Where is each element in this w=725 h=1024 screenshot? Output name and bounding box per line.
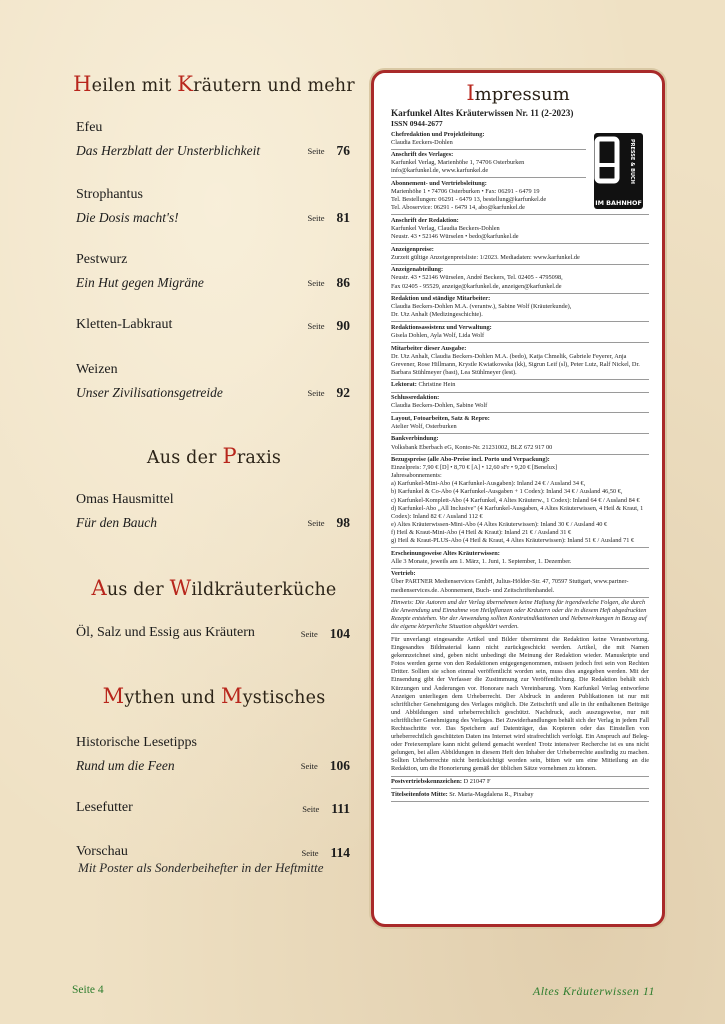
impressum-heading: Karfunkel Altes Kräuterwissen Nr. 11 (2-2023) [391, 108, 574, 118]
section-title-heilen: Heilen mit Kräutern und mehr [73, 72, 355, 96]
impressum-inline-value: D 21047 F [462, 778, 491, 786]
impressum-block [391, 380, 649, 393]
impressum-label: Redaktion und ständige Mitarbeiter: [391, 295, 491, 303]
impressum-label: Bezugspreise (alle Abo-Preise incl. Porto und Verpackung): [391, 456, 550, 464]
impressum-label: Titelseitenfoto Mitte: [391, 790, 448, 798]
impressum-body [391, 108, 649, 802]
impressum-line: e) Altes Kräuterwissen-Mini-Abo (4 Altes Kräuterwissen): Inland 30 € / Ausland 40 € [391, 520, 608, 528]
impressum-box [371, 70, 665, 927]
impressum-label: Vertrieb: [391, 570, 416, 578]
impressum-line: Über PARTNER Medienservices GmbH, Julius-Hölder-Str. 47, 70597 Stuttgart, www.partner-medienservices.de. Abonnement, Buch- und Zeitschriftenhandel. [391, 578, 629, 594]
impressum-block [391, 244, 649, 265]
impressum-label: Postvertriebskennzeichen: [391, 778, 462, 786]
impressum-inline-value: Sr. Maria-Magdalena R., Pixabay [447, 790, 534, 798]
impressum-line: Fax 02405 - 95529, anzeige@karfunkel.de, anzeigen@karfunkel.de [391, 282, 562, 290]
toc-entry-oel-salz-essig[interactable]: Öl, Salz und Essig aus Kräutern Seite 104 [76, 625, 350, 641]
impressum-line: b) Karfunkel & Co-Abo (4 Karfunkel-Ausgaben + 1 Codex): Inland 34 € / Ausland 46,50 €, [391, 488, 623, 496]
section-title-wildkraeuterkueche: Aus der Wildkräuterküche [91, 576, 337, 600]
impressum-line: Alle 3 Monate, jeweils am 1. März, 1. Juni, 1. September, 1. Dezember. [391, 557, 572, 565]
toc-entry-vorschau[interactable]: Vorschau Seite 114 [76, 844, 350, 860]
impressum-block [391, 322, 649, 343]
impressum-block [391, 548, 649, 569]
toc-entry-kletten-labkraut[interactable]: Kletten-Labkraut Seite 90 [76, 317, 350, 333]
impressum-line: Tel. Aboservice: 06291 - 6479 14, abo@karfunkel.de [391, 204, 525, 212]
impressum-block [391, 569, 649, 598]
toc-entry-pestwurz[interactable]: Pestwurz Ein Hut gegen Migräne Seite 86 [76, 252, 350, 290]
impressum-line: Zurzeit gültige Anzeigenpreisliste: 1/2023. Mediadaten: www.karfunkel.de [391, 253, 580, 261]
impressum-line: a) Karfunkel-Mini-Abo (4 Karfunkel-Ausgaben): Inland 24 € / Ausland 34 €, [391, 480, 586, 488]
impressum-line: Dr. Utz Anhalt, Claudia Beckers-Dohlen M.A. (bedo), Katja Chmelik, Gabriele Feyerer, Anja Grevener, Rose Hillmann, Krystle Kwiatkowska (kk), Sigrun Leif (sl), Peter Lutz, Ralf Nickel, Dr. Barbara Stühlmeyer (bast), Lea Stühlmeyer (lest). [391, 352, 640, 376]
impressum-label: Anschrift des Verlages: [391, 151, 454, 159]
impressum-disclaimer: Hinweis: Die Autoren und der Verlag übernehmen keine Haftung für irgendwelche Folgen, die durch die Anwendung und Einnahme von Heilpflanzen oder Kräutern oder die in diesem Heft abgedruckten Rezepte entstehen. Vor der Anwendung sollten Kontraindikationen und Nebenwirkungen in Bezug auf die eigene körperliche Situation abgeklärt werden. [391, 599, 647, 631]
impressum-label: Mitarbeiter dieser Ausgabe: [391, 344, 467, 352]
impressum-block [391, 413, 649, 434]
impressum-inline-value: Christine Hein [416, 381, 456, 389]
logo-bottom-text: IM BAHNHOF [595, 199, 642, 207]
impressum-line: Karfunkel Verlag, Claudia Beckers-Dohlen [391, 224, 500, 232]
impressum-line: Marienhöhe 1 • 74706 Osterburken • Fax: 06291 - 6479 19 [391, 188, 540, 196]
impressum-title: Impressum [466, 81, 570, 105]
impressum-line: Claudia Beckers-Dohlen, Sabine Wolf [391, 402, 488, 410]
impressum-line: g) Heil & Kraut-PLUS-Abo (4 Heil & Kraut, 4 Altes Kräuterwissen): Inland 51 € / Ausland 71 € [391, 537, 635, 545]
impressum-block [391, 265, 649, 294]
impressum-block [391, 343, 649, 380]
impressum-line: info@karfunkel.de, www.karfunkel.de [391, 167, 489, 175]
impressum-label: Abonnement- und Vertriebsleitung: [391, 179, 487, 187]
toc-entry-efeu[interactable]: Efeu Das Herzblatt der Unsterblichkeit Seite 76 [76, 120, 350, 158]
section-title-mythen: Mythen und Mystisches [102, 684, 326, 708]
impressum-block [391, 178, 649, 215]
impressum-label: Lektorat: [391, 381, 417, 389]
poster-note: Mit Poster als Sonderbeihefter in der Heftmitte [78, 860, 324, 875]
impressum-line: Einzelpreis: 7,90 € [D] • 8,70 € [A] • 12,60 sFr • 9,20 € [Benelux] [391, 464, 558, 472]
footer-page-number: Seite 4 [72, 984, 104, 996]
impressum-block [391, 455, 649, 549]
toc-entry-omas-hausmittel[interactable]: Omas Hausmittel Für den Bauch Seite 98 [76, 492, 350, 530]
footer-magazine-title: Altes Kräuterwissen 11 [532, 984, 655, 998]
impressum-block [391, 150, 586, 179]
issn: ISSN 0944-2677 [391, 119, 443, 128]
impressum-line: c) Karfunkel-Komplett-Abo (4 Karfunkel, 4 Altes Kräuterw., 1 Codex): Inland 64 € / Ausland 84 € [391, 496, 640, 504]
impressum-line: Gisela Dohlen, Ayla Wolf, Lida Wolf [391, 331, 485, 339]
toc-entry-lesefutter[interactable]: Lesefutter Seite 111 [76, 800, 350, 816]
impressum-line: Atelier Wolf, Osterburken [391, 422, 457, 430]
impressum-line: d) Karfunkel-Abo „All Inclusive" (4 Karfunkel-Ausgaben, 4 Altes Kräuterwissen, 4 Heil & Kraut, 1 Codex): Inland 82 € / Ausland 112 € [391, 504, 644, 520]
impressum-line: Claudia Eeckers-Dohlen [391, 138, 453, 146]
impressum-line: Für unverlangt eingesandte Artikel und Bilder übernimmt die Redaktion keine Verantwortung. Eingesandtes Bildmaterial kann nicht zurückgeschickt werden. Artikel, die mit Namen gekennzeichnet sind, geben nicht unbedingt die Meinung der Redaktion wieder. Manuskripte und Fotos werden gerne von den Redaktionen entgegengenommen, müssen jedoch frei sein von Rechten Dritter. Sollten sie schon einmal veröffentlicht worden sein, muss dies angegeben werden. Mit der Einsendung gibt der Verfasser die Zustimmung zur Veröffentlichung. Die Redaktion behält sich Kürzungen und Änderungen vor. Honorare nach Vereinbarung. Vom Karfunkel Verlag entworfene Anzeigen unterliegen dem Urheberrecht. Der Abdruck in anderen Publikationen ist nur mit schriftlicher Genehmigung des Verlages möglich. Die Zeitschrift und alle in ihr enthaltenen Beiträge und Abbildungen sind urheberrechtlich geschützt. Nachdruck, auch auszugsweise, nur mit schriftlicher Genehmigung des Verlages. Bei Zuwiderhandlungen behält sich der Verlag in jedem Fall Rechtsschritte vor. Das Speichern auf Datenträger, das Kopieren oder das Einstellen von urheberrechtlich geschützten Daten ins Internet wird strafrechtlich verfolgt. Ein Anspruch auf Beleg- oder Freiexemplare kann nicht geltend gemacht werden! Trotz intensiver Recherche ist es uns nicht gelungen, bei allen Abbildungen in diesem Heft den Inhaber der Urheberrechte ausfindig zu machen. Sollten Urheberrechte nicht berücksichtigt worden sein, bitten wir um eine Mitteilung an die Redaktion, um die Honorierung gemäß der üblichen Sätze vornehmen zu können. [391, 635, 649, 773]
impressum-line: Karfunkel Verlag, Marienhöhe 1, 74706 Osterburken [391, 159, 525, 167]
toc-entry-strophantus[interactable]: Strophantus Die Dosis macht's! Seite 81 [76, 187, 350, 225]
impressum-line: Neustr. 43 • 52146 Würselen, André Beckers, Tel. 02405 - 4795098, [391, 274, 563, 282]
impressum-line: Jahresabonnements: [391, 472, 442, 480]
impressum-label: Anzeigenabteilung: [391, 266, 444, 274]
impressum-block [391, 777, 649, 790]
impressum-label: Anzeigenpreise: [391, 245, 434, 253]
impressum-label: Chefredaktion und Projektleitung: [391, 130, 485, 138]
impressum-label: Layout, Fotoarbeiten, Satz & Repro: [391, 414, 490, 422]
impressum-blocks [391, 129, 649, 802]
impressum-block [391, 434, 649, 455]
impressum-line: Neustr. 43 • 52146 Würselen • bedo@karfunkel.de [391, 233, 519, 241]
section-title-praxis: Aus der Praxis [146, 444, 282, 468]
impressum-block [391, 294, 649, 323]
toc-entry-historische-lesetipps[interactable]: Historische Lesetipps Rund um die Feen Seite 106 [76, 735, 350, 773]
impressum-line: f) Heil & Kraut-Mini-Abo (4 Heil & Kraut): Inland 21 € / Ausland 31 € [391, 528, 572, 536]
impressum-block [391, 634, 649, 776]
impressum-label: Bankverbindung: [391, 435, 439, 443]
impressum-line: Volksbank Eberbach eG, Konto-Nr. 21231002, BLZ 672 917 00 [391, 443, 553, 451]
impressum-label: Erscheinungsweise Altes Kräuterwissen: [391, 549, 500, 557]
impressum-block [391, 129, 586, 150]
logo-top-text: PRESSE & BUCH [629, 139, 635, 184]
impressum-line: Claudia Beckers-Dohlen M.A. (verantw.), Sabine Wolf (Kräuterkunde), [391, 303, 572, 311]
impressum-block [391, 789, 649, 802]
impressum-block [391, 215, 649, 244]
impressum-line: Tel. Bestellungen: 06291 - 6479 13, bestellung@karfunkel.de [391, 196, 547, 204]
impressum-label: Anschrift der Redaktion: [391, 216, 459, 224]
impressum-label: Schlussredaktion: [391, 394, 440, 402]
impressum-label: Redaktionsassistenz und Verwaltung: [391, 323, 492, 331]
impressum-block [391, 598, 649, 635]
toc-entry-weizen[interactable]: Weizen Unser Zivilisationsgetreide Seite 92 [76, 362, 350, 400]
impressum-line: Dr. Utz Anhalt (Medizingeschichte). [391, 311, 483, 319]
impressum-block [391, 393, 649, 414]
